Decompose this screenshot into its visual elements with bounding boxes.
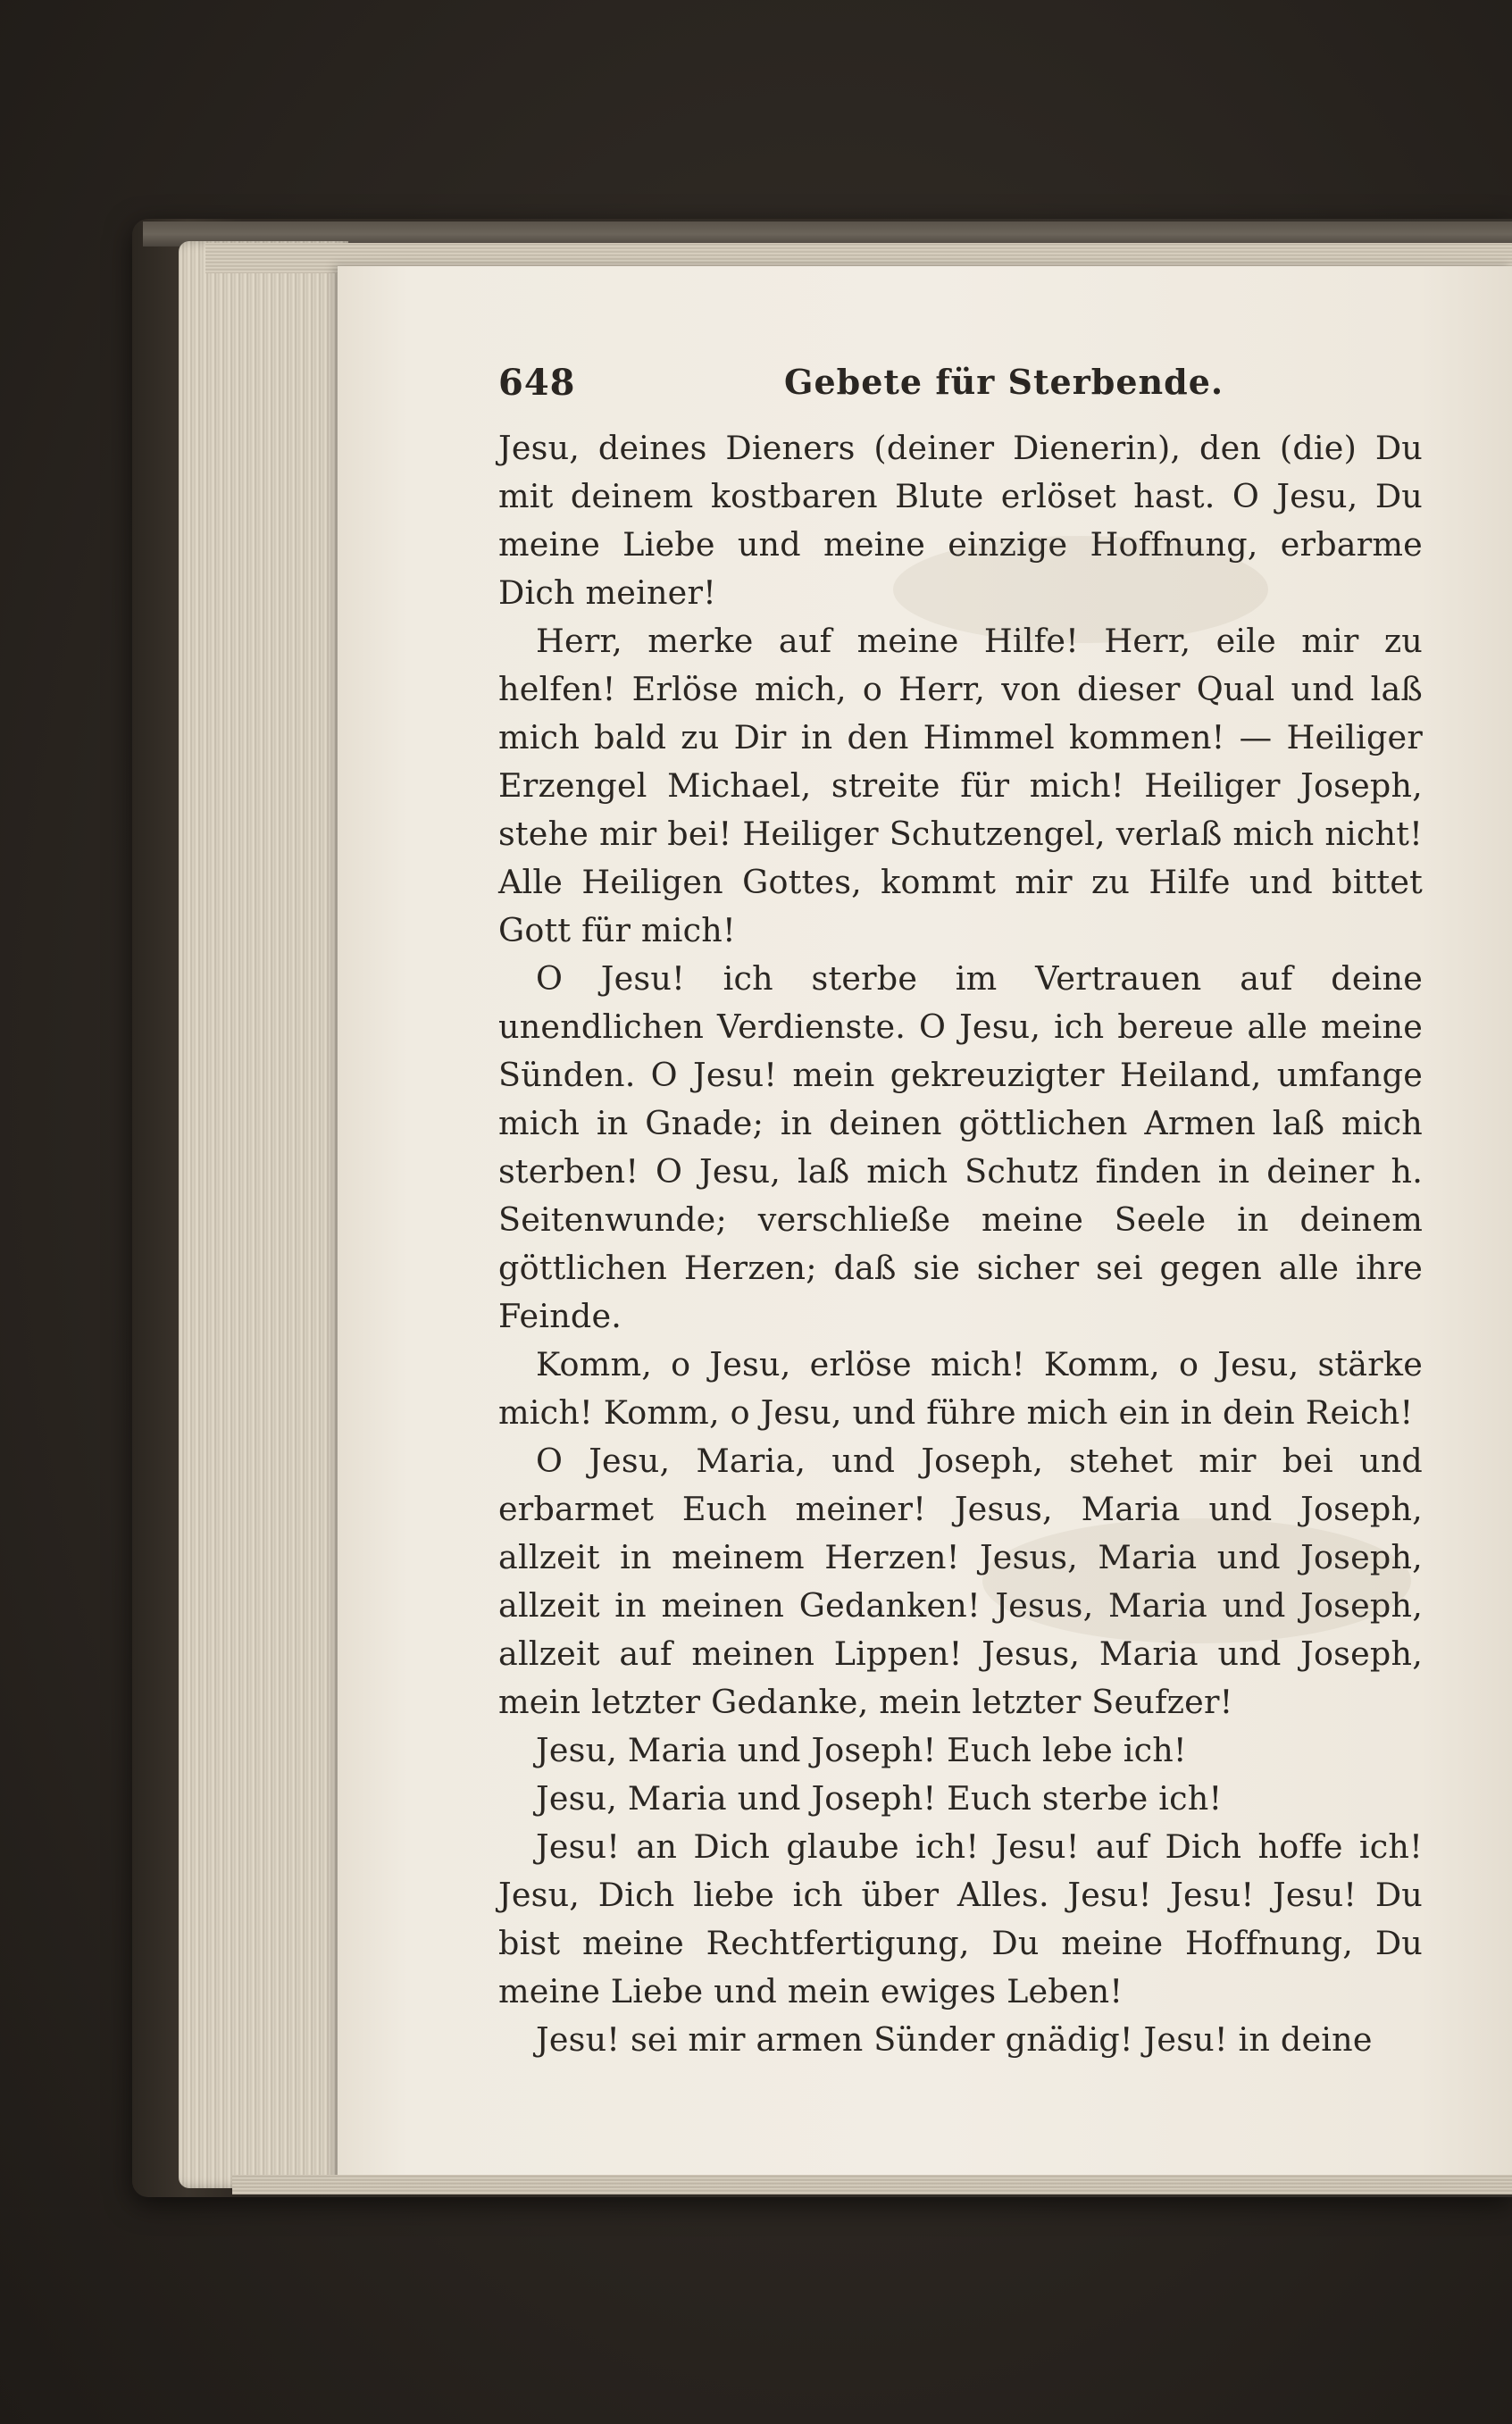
page-edges-bottom [232, 2175, 1512, 2194]
paragraph: Jesu! an Dich glaube ich! Jesu! auf Dich hoffe ich! Jesu, Dich liebe ich über Alles. Jesu! Jesu! Jesu! Du bist meine Rechtfertigung, Du meine Hoffnung, Du meine Liebe und mein ewiges Leben! [498, 1827, 1423, 2010]
page-text-block [498, 362, 1423, 2064]
running-head: Gebete für Sterbende. [784, 362, 1224, 402]
paragraph: Jesu, Maria und Joseph! Euch lebe ich! [536, 1731, 1187, 1769]
paragraph: Jesu, Maria und Joseph! Euch sterbe ich! [536, 1779, 1223, 1818]
page-number: 648 [498, 362, 576, 404]
paragraph: Jesu, deines Dieners (deiner Dienerin), den (die) Du mit deinem kostbaren Blute erlöset hast. O Jesu, Du meine Liebe und meine einzige Hoffnung, erbarme Dich meiner! [498, 429, 1423, 612]
paragraph: Herr, merke auf meine Hilfe! Herr, eile mir zu helfen! Erlöse mich, o Herr, von dieser Qual und laß mich bald zu Dir in den Himmel kommen! — Heiliger Erzengel Michael, streite für mich! Heiliger Joseph, stehe mir bei! Heiliger Schutzengel, verlaß mich nicht! Alle Heiligen Gottes, kommt mir zu Hilfe und bittet Gott für mich! [498, 622, 1423, 949]
page-edges-left [179, 241, 348, 2188]
paragraph: O Jesu! ich sterbe im Vertrauen auf deine unendlichen Verdienste. O Jesu, ich bereue alle meine Sünden. O Jesu! mein gekreuzigter Heiland, umfange mich in Gnade; in deinen göttlichen Armen laß mich sterben! O Jesu, laß mich Schutz finden in deiner h. Seitenwunde; verschließe meine Seele in deinem göttlichen Herzen; daß sie sicher sei gegen alle ihre Feinde. [498, 959, 1423, 1335]
page-header [498, 362, 1423, 424]
paragraph-cut-off: Jesu! sei mir armen Sünder gnädig! Jesu! in deine [536, 2020, 1373, 2059]
paragraph: Komm, o Jesu, erlöse mich! Komm, o Jesu, stärke mich! Komm, o Jesu, und führe mich ein in dein Reich! [498, 1345, 1423, 1432]
paragraph: O Jesu, Maria, und Joseph, stehet mir bei und erbarmet Euch meiner! Jesus, Maria und Joseph, allzeit in meinem Herzen! Jesus, Maria und Joseph, allzeit in meinen Gedanken! Jesus, Maria und Joseph, allzeit auf meinen Lippen! Jesus, Maria und Joseph, mein letzter Gedanke, mein letzter Seufzer! [498, 1442, 1423, 1721]
